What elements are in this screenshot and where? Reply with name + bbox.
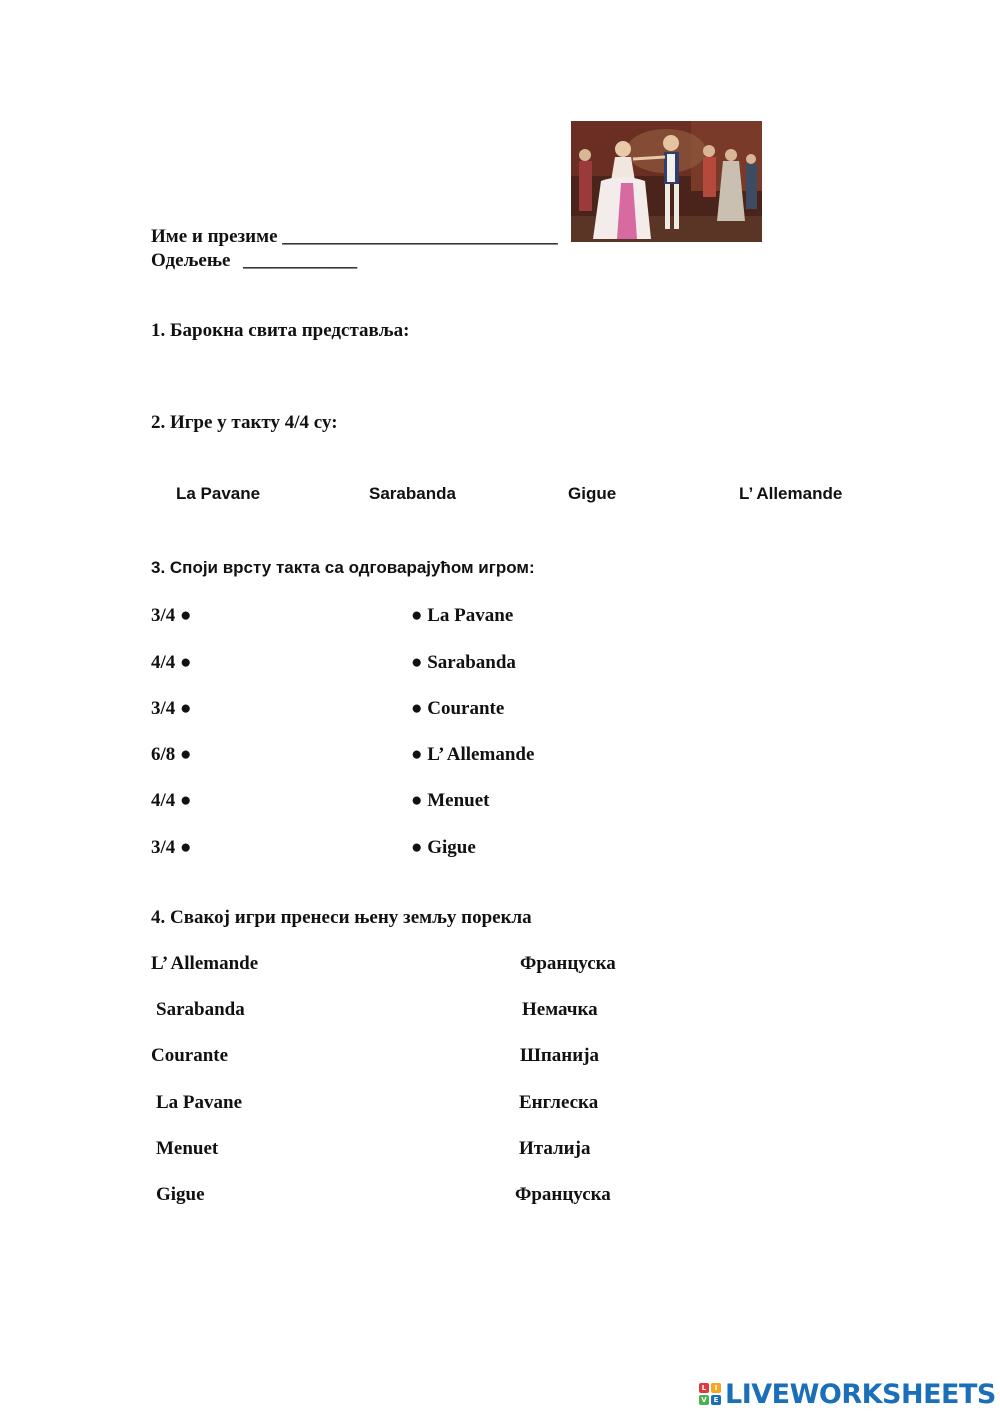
q4-dance[interactable]: Menuet bbox=[156, 1138, 219, 1159]
logo-letter: I bbox=[711, 1383, 721, 1393]
q3-right-item[interactable]: ● L’ Allemande bbox=[411, 744, 535, 765]
q3-right-item[interactable]: ● Sarabanda bbox=[411, 652, 516, 673]
q3-right-item[interactable]: ● Courante bbox=[411, 698, 505, 719]
liveworksheets-logo[interactable] bbox=[698, 1378, 994, 1410]
q4-country[interactable]: Француска bbox=[515, 1184, 611, 1205]
baroque-dance-painting bbox=[571, 121, 762, 242]
q4-dance[interactable]: Gigue bbox=[156, 1184, 205, 1205]
q3-left-item[interactable]: 6/8 ● bbox=[151, 744, 192, 765]
q2-option-sarabanda[interactable]: Sarabanda bbox=[369, 484, 456, 503]
q4-country[interactable]: Италија bbox=[519, 1138, 591, 1159]
q4-dance[interactable]: L’ Allemande bbox=[151, 953, 259, 974]
q3-right-item[interactable]: ● La Pavane bbox=[411, 605, 514, 626]
q3-right-item[interactable]: ● Gigue bbox=[411, 837, 476, 858]
name-line bbox=[151, 226, 558, 248]
question-1: 1. Барокна свита представља: bbox=[151, 320, 410, 341]
q4-dance[interactable]: Sarabanda bbox=[156, 999, 245, 1020]
q2-option-la-pavane[interactable]: La Pavane bbox=[176, 484, 261, 503]
q4-dance[interactable]: La Pavane bbox=[156, 1092, 243, 1113]
q3-left-item[interactable]: 4/4 ● bbox=[151, 652, 192, 673]
q3-left-item[interactable]: 3/4 ● bbox=[151, 605, 192, 626]
q3-left-item[interactable]: 3/4 ● bbox=[151, 837, 192, 858]
liveworksheets-logo-icon bbox=[698, 1382, 722, 1406]
painting-svg bbox=[571, 121, 762, 242]
logo-letter: V bbox=[699, 1395, 709, 1405]
q4-country[interactable]: Шпанија bbox=[520, 1045, 600, 1066]
q3-left-item[interactable]: 3/4 ● bbox=[151, 698, 192, 719]
logo-letter: L bbox=[699, 1383, 709, 1393]
q2-option-allemande[interactable]: L’ Allemande bbox=[739, 484, 843, 503]
question-3: 3. Споји врсту такта са одговарајућом игром: bbox=[151, 558, 535, 577]
question-4: 4. Свакој игри пренеси њену земљу порекла bbox=[151, 907, 532, 928]
q4-country[interactable]: Немачка bbox=[522, 999, 598, 1020]
q3-left-item[interactable]: 4/4 ● bbox=[151, 790, 192, 811]
q4-country[interactable]: Француска bbox=[520, 953, 616, 974]
class-blank[interactable]: ____________ bbox=[243, 250, 358, 271]
question-2: 2. Игре у такту 4/4 су: bbox=[151, 412, 338, 433]
q2-option-gigue[interactable]: Gigue bbox=[568, 484, 617, 503]
q4-country[interactable]: Енглеска bbox=[519, 1092, 599, 1113]
logo-text: LIVEWORKSHEETS bbox=[725, 1378, 996, 1410]
name-blank[interactable]: _____________________________ bbox=[282, 226, 558, 247]
q3-right-item[interactable]: ● Menuet bbox=[411, 790, 490, 811]
name-label: Име и презиме bbox=[151, 226, 278, 247]
class-label: Одељење bbox=[151, 250, 231, 271]
q4-dance[interactable]: Courante bbox=[151, 1045, 229, 1066]
class-line bbox=[151, 250, 357, 272]
logo-letter: E bbox=[711, 1395, 721, 1405]
